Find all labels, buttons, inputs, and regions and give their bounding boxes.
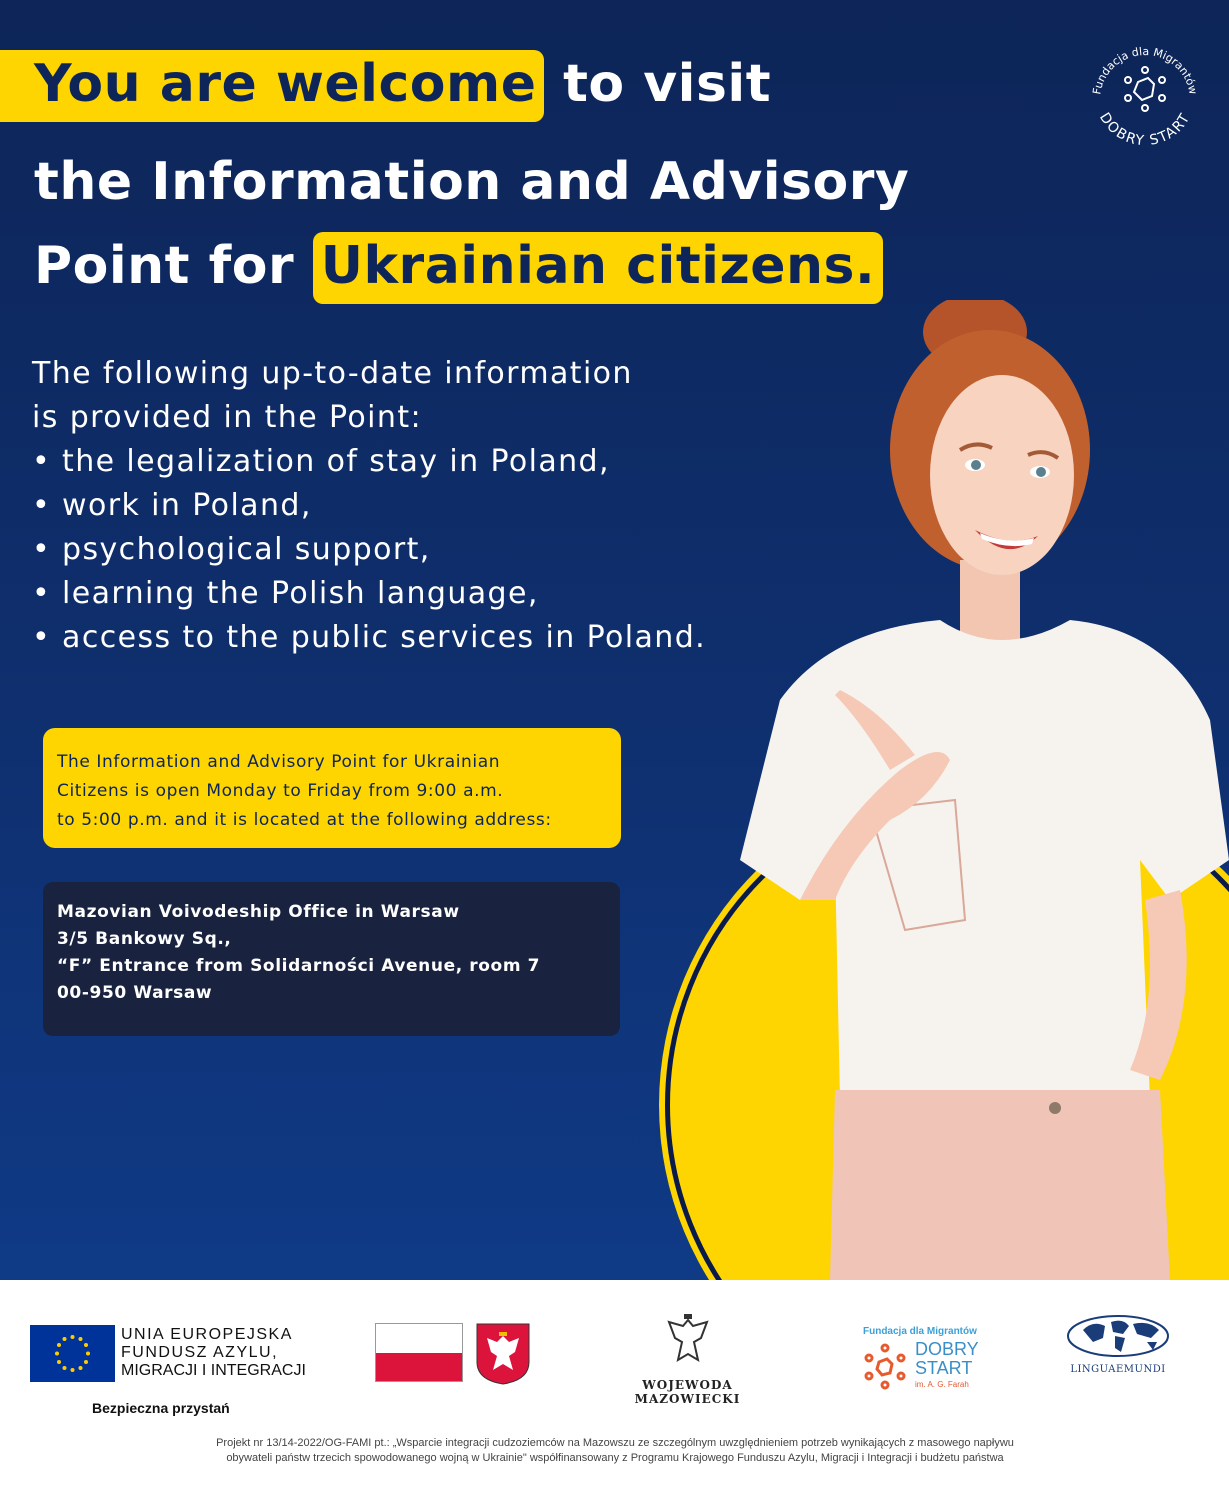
dobry-start-footer-logo [855, 1326, 985, 1396]
intro-text [32, 352, 706, 660]
linguaemundi-name: LINGUAEMUNDI [1070, 1364, 1166, 1375]
headline-text-visit: to visit [544, 54, 772, 114]
eu-flag-icon [30, 1325, 115, 1382]
address-line: 00-950 Warsaw [57, 983, 213, 1003]
intro-line-1: The following up-to-date information [32, 356, 633, 391]
hours-line: Citizens is open Monday to Friday from 9:00 a.m. [57, 781, 504, 801]
eagle-emblem-icon [663, 1310, 713, 1370]
ds-emblem-icon [861, 1342, 909, 1390]
list-item: • work in Poland, [32, 484, 706, 528]
eu-line: MIGRACJI I INTEGRACJI [121, 1362, 306, 1379]
project-description [140, 1436, 1090, 1466]
headline-text-point-for: Point for [34, 236, 313, 296]
headline-line-3 [34, 232, 883, 304]
ds-name-line: START [915, 1358, 973, 1378]
eu-fund-name [121, 1326, 306, 1380]
headline-highlight-welcome: You are welcome [0, 50, 544, 122]
hours-line: The Information and Advisory Point for Ukrainian [57, 752, 501, 772]
ds-name-line: DOBRY [915, 1339, 979, 1359]
address-line: Mazovian Voivodeship Office in Warsaw [57, 902, 460, 922]
address-line: 3/5 Bankowy Sq., [57, 929, 232, 949]
opening-hours-box [43, 728, 621, 848]
hours-line: to 5:00 p.m. and it is located at the following address: [57, 810, 552, 830]
headline-highlight-ukrainian: Ukrainian citizens. [313, 232, 884, 304]
headline-line-2: the Information and Advisory [34, 152, 910, 212]
project-line: obywateli państw trzecich spowodowanego wojną w Ukrainie" współfinansowany z Programu Krajowego Funduszu Azylu, Migracji i Integracji i budżetu państwa [226, 1452, 1004, 1464]
dobry-start-logo [1080, 40, 1210, 150]
logo-arc-text: Fundacja dla Migrantów [1090, 44, 1200, 96]
logo-emblem-icon [1125, 67, 1165, 111]
linguaemundi-logo [1063, 1312, 1173, 1382]
list-item: • psychological support, [32, 528, 706, 572]
project-line: Projekt nr 13/14-2022/OG-FAMI pt.: „Wsparcie integracji cudzoziemców na Mazowszu ze szczególnym uwzględnieniem potrzeb wynikających z masowego napływu [216, 1437, 1014, 1449]
list-item: • the legalization of stay in Poland, [32, 440, 706, 484]
eu-line: FUNDUSZ AZYLU, [121, 1344, 279, 1361]
eu-line: UNIA EUROPEJSKA [121, 1326, 293, 1343]
headline-line-1 [0, 50, 771, 122]
polish-eagle-emblem-icon [475, 1322, 531, 1386]
list-item: • access to the public services in Poland. [32, 616, 706, 660]
list-item: • learning the Polish language, [32, 572, 706, 616]
wojewoda-name: WOJEWODA MAZOWIECKI [634, 1378, 741, 1406]
services-list [32, 440, 706, 660]
ds-foundation-text: Fundacja dla Migrantów [863, 1326, 977, 1337]
address-line: “F” Entrance from Solidarności Avenue, room 7 [57, 956, 541, 976]
globe-icon [1063, 1312, 1173, 1362]
logo-name-text: DOBRY START [1096, 110, 1194, 150]
project-subtitle: Bezpieczna przystań [92, 1400, 230, 1416]
intro-line-2: is provided in the Point: [32, 400, 422, 435]
sponsor-footer [0, 1280, 1229, 1485]
wojewoda-logo [590, 1310, 785, 1406]
poland-flag-icon [375, 1323, 463, 1382]
ds-name [915, 1340, 979, 1378]
address-box [43, 882, 620, 1036]
smiling-woman-photo [740, 300, 1229, 1280]
ds-subtext: im. A. G. Farah [915, 1380, 969, 1389]
